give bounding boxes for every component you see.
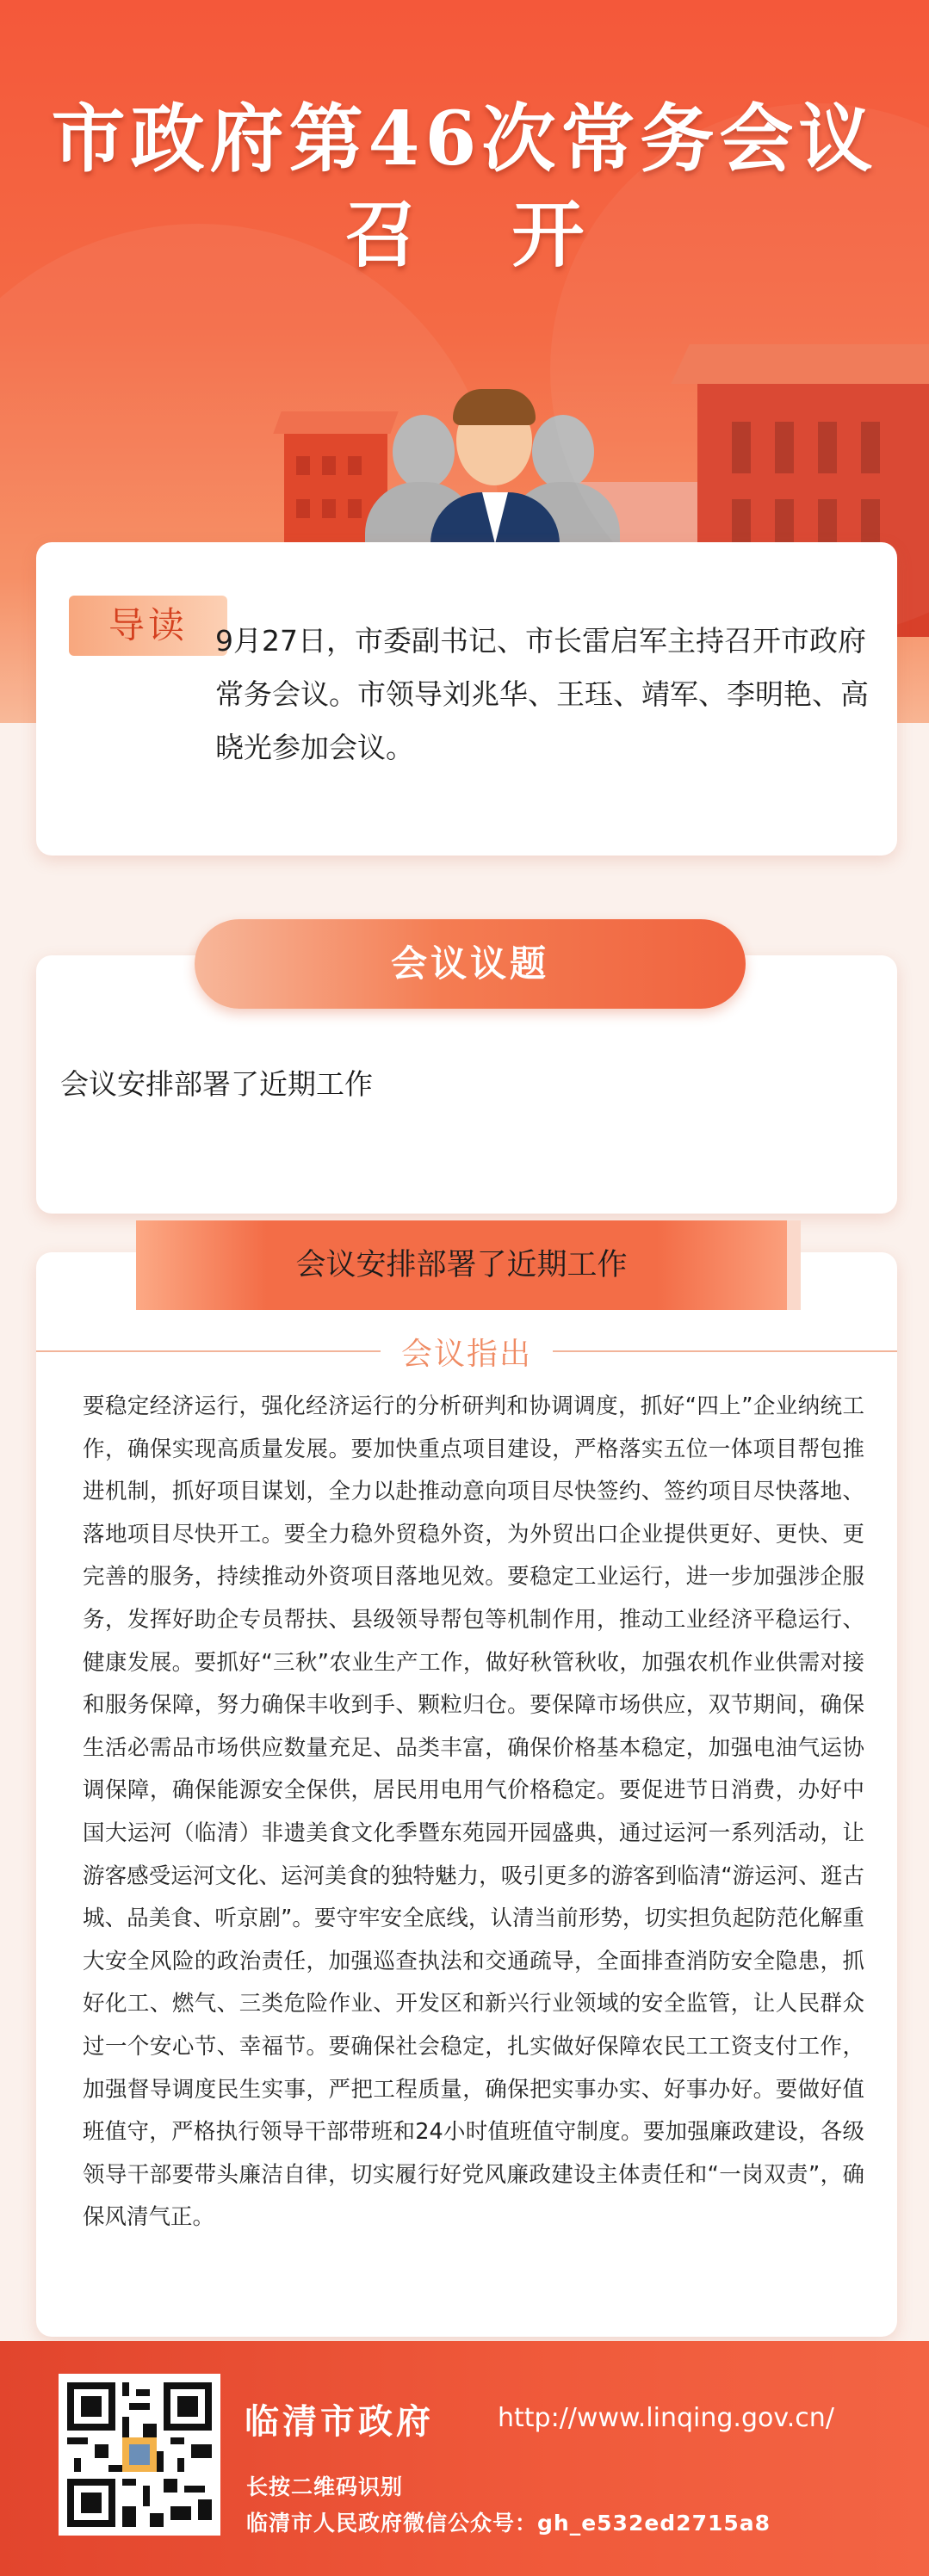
page-title-line2: 召开 (344, 192, 679, 277)
intro-badge: 导读 (69, 596, 227, 656)
footer-wechat-id: 临清市人民政府微信公众号：gh_e532ed2715a8 (246, 2511, 771, 2536)
footer-qr-hint: 长按二维码识别 (246, 2474, 404, 2499)
main-banner: 会议安排部署了近期工作 (136, 1220, 787, 1310)
footer (0, 2341, 929, 2576)
intro-card (36, 542, 897, 856)
topic-item: 会议安排部署了近期工作 (60, 1067, 373, 1101)
subheading-text: 会议指出 (400, 1337, 532, 1372)
main-body-text: 要稳定经济运行，强化经济运行的分析研判和协调调度，抓好“四上”企业纳统工作，确保实现高质量发展。要加快重点项目建设，严格落实五位一体项目帮包推进机制，抓好项目谋划，全力以赴推动意向项目尽快签约、签约项目尽快落地、落地项目尽快开工。要全力稳外贸稳外资，为外贸出口企业提供更好、更快、更完善的服务，持续推动外资项目落地见效。要稳定工业运行，进一步加强涉企服务，发挥好助企专员帮扶、县级领导帮包等机制作用，推动工业经济平稳运行、健康发展。要抓好“三秋”农业生产工作，做好秋管秋收，加强农机作业供需对接和服务保障，努力确保丰收到手、颗粒归仓。要保障市场供应，双节期间，确保生活必需品市场供应数量充足、品类丰富，确保价格基本稳定，加强电油气运协调保障，确保能源安全保供，居民用电用气价格稳定。要促进节日消费，办好中国大运河（临清）非遗美食文化季暨东苑园开园盛典，通过运河一系列活动，让游客感受运河文化、运河美食的独特魅力，吸引更多的游客到临清“游运河、逛古城、品美食、听京剧”。要守牢安全底线，认清当前形势，切实担负起防范化解重大安全风险的政治责任，加强巡查执法和交通疏导，全面排查消防安全隐患，抓好化工、燃气、三类危险作业、开发区和新兴行业领域的安全监管，让人民群众过一个安心节、幸福节。要确保社会稳定，扎实做好保障农民工工资支付工作，加强督导调度民生实事，严把工程质量，确保把实事办实、好事办好。要做好值班值守，严格执行领导干部带班和24小时值班值守制度。要加强廉政建设，各级领导干部要带头廉洁自律，切实履行好党风廉政建设主体责任和“一岗双责”，确保风清气正。 (83, 1393, 864, 2231)
page-title-line1: 市政府第46次常务会议 (51, 96, 878, 182)
footer-org-name: 临清市政府 (245, 2401, 434, 2442)
section-subheading (36, 1330, 897, 1373)
qr-code-icon[interactable] (59, 2374, 220, 2536)
topic-heading: 会议议题 (195, 919, 746, 1009)
footer-url-link[interactable]: http://www.linqing.gov.cn/ (498, 2403, 834, 2433)
divider-right (553, 1350, 897, 1352)
intro-text: 9月27日，市委副书记、市长雷启军主持召开市政府常务会议。市领导刘兆华、王珏、靖军、李明艳、高晓光参加会议。 (215, 624, 869, 764)
